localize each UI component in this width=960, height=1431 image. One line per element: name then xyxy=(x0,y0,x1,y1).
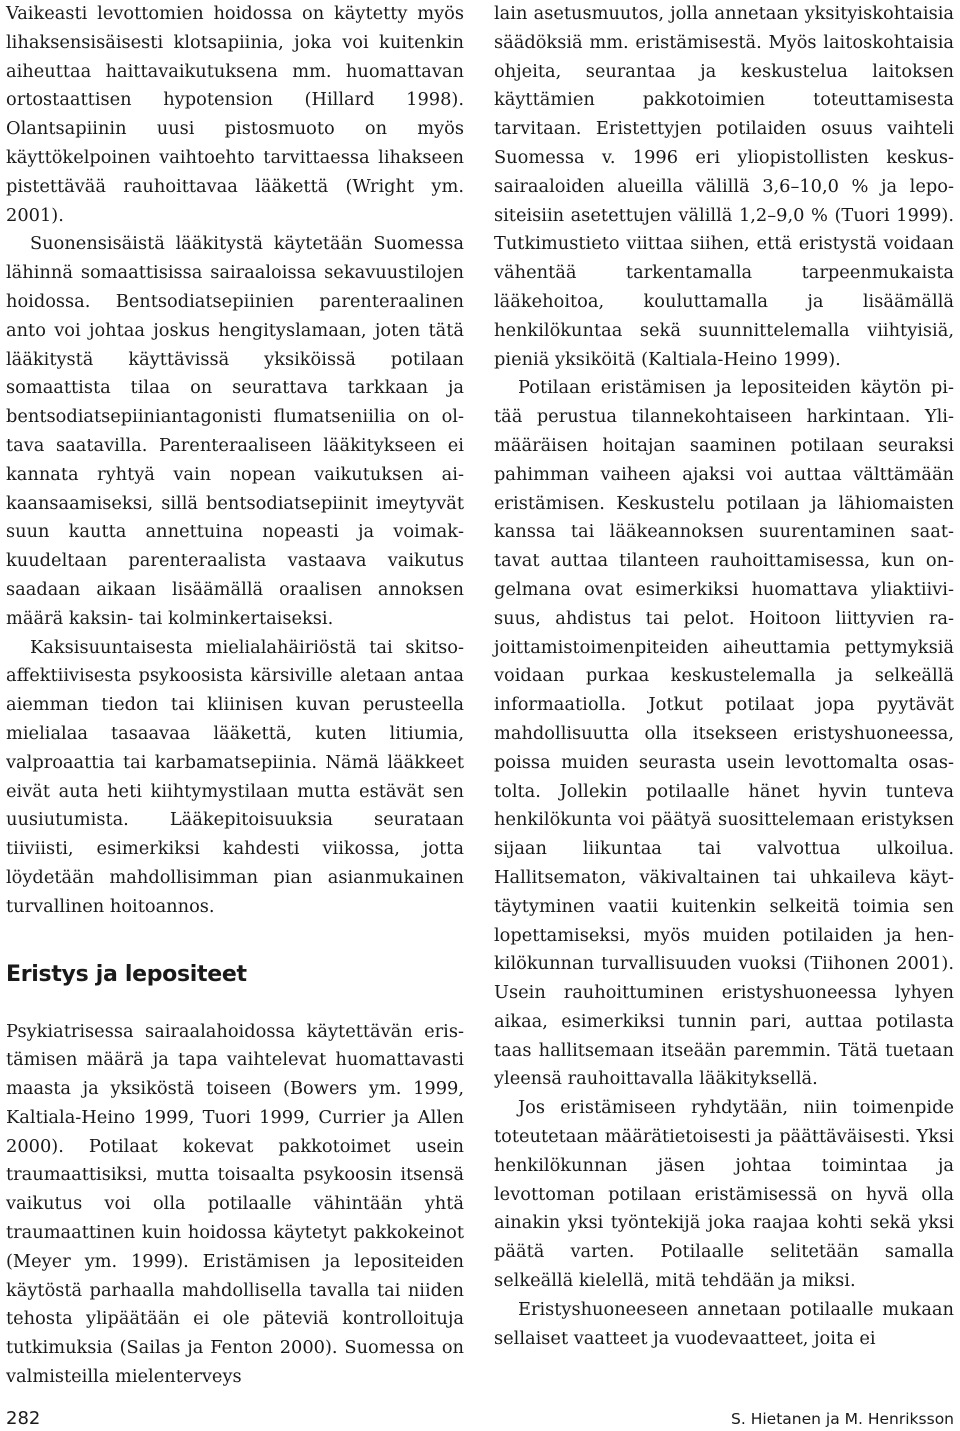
paragraph: lain asetusmuutos, jolla annetaan yksityiskohtaisia säädöksiä mm. eristämisestä. Myös laitoskohtaisia ohjeita, seurantaa ja keskustelua laitoksen käyttämien pakkotoimien toteuttamisesta tarvitaan. Eristettyjen potilaiden osuus vaihteli Suomessa v. 1996 eri yliopistollisten keskussairaaloiden alueilla välillä 3,6–10,0 % ja lepositeisiin asetettujen välillä 1,2–9,0 % (Tuori 1999). Tutkimustieto viittaa siihen, että eristystä voidaan vähentää tarkentamalla tarpeenmukaista lääkehoitoa, kouluttamalla ja lisäämällä henkilökuntaa sekä suunnittelemalla viihtyisiä, pieniä yksiköitä (Kaltiala-Heino 1999). xyxy=(494,3,954,370)
paragraph: Jos eristämiseen ryhdytään, niin toimenpide toteutetaan määrätietoisesti ja päättäväisesti. Yksi henkilökunnan jäsen johtaa toimintaa ja levottoman potilaan eristämisessä on hyvä olla ainakin yksi työntekijä joka raajaa kohti sekä yksi päätä varten. Potilaalle selitetään samalla selkeällä kielellä, mitä tehdään ja miksi. xyxy=(494,1097,954,1292)
paragraph: Potilaan eristämisen ja lepositeiden käytön pitää perustua tilannekohtaiseen harkintaan. Ylimääräisen hoitajan saaminen potilaan seuraksi pahimman vaiheen ajaksi voi auttaa välttämään eristämisen. Keskustelu potilaan ja lähiomaisten kanssa tai lääkeannoksen suurentaminen saattavat auttaa tilanteen rauhoittamisessa, kun ongelmana ovat esimerkiksi huomattava yliaktiivisuus, ahdistus tai pelot. Hoitoon liittyvien rajoittamistoimenpiteiden aiheuttamia pettymyksiä voidaan purkaa keskustelemalla ja selkeällä informaatiolla. Jotkut potilaat jopa pyytävät mahdollisuutta olla itsekseen eristyshuoneessa, poissa muiden seurasta usein levottomalta osastolta. Jollekin potilaalle hänet hyvin tunteva henkilökunta voi päätyä suosittelemaan eristyksen sijaan liikuntaa tai valvottua ulkoilua. Hallitsematon, väkivaltainen tai uhkaileva käyttäytyminen vaatii kuitenkin selkeitä toimia sen lopettamiseksi, myös muiden potilaiden ja henkilökunnan turvallisuuden vuoksi (Tiihonen 2001). Usein rauhoittuminen eristyshuoneessa lyhyen aikaa, esimerkiksi tunnin pari, auttaa potilasta taas hallitsemaan itseään paremmin. Tätä tuetaan yleensä rauhoittavalla lääkityksellä. xyxy=(494,377,954,1090)
section-heading: Eristys ja lepositeet xyxy=(6,961,247,987)
paragraph: Kaksisuuntaisesta mielialahäiriöstä tai skitsoaffektiivisesta psykoosista kärsiville aletaan antaa aiemman tiedon tai kliinisen kuvan perusteella mielialaa tasaavaa lääkettä, kuten litiumia, valproaattia tai karbamatsepiinia. Nämä lääkkeet eivät auta heti kiihtymystilaan mutta estävät sen uusiutumista. Lääkepitoisuuksia seurataan tiiviisti, esimerkiksi kahdesti viikossa, jotta löydetään mahdollisimman pian asianmukainen turvallinen hoitoannos. xyxy=(6,636,464,917)
left-column xyxy=(6,0,464,1392)
running-footer-authors: S. Hietanen ja M. Henriksson xyxy=(731,1410,954,1428)
page-number: 282 xyxy=(6,1408,41,1429)
paragraph: Vaikeasti levottomien hoidossa on käytetty myös lihaksensisäisesti klotsapiinia, joka voi kuitenkin aiheuttaa haittavaikutuksena mm. huomattavan ortostaattisen hypotension (Hillard 1998). Olantsapiinin uusi pistosmuoto on myös käyttökelpoinen vaihtoehto tarvittaessa lihakseen pistettävää rauhoittavaa lääkettä (Wright ym. 2001). xyxy=(6,3,464,226)
paragraph: Psykiatrisessa sairaalahoidossa käytettävän eristämisen määrä ja tapa vaihtelevat huomattavasti maasta ja yksiköstä toiseen (Bowers ym. 1999, Kaltiala-Heino 1999, Tuori 1999, Currier ja Allen 2000). Potilaat kokevat pakkotoimet usein traumaattisiksi, mutta toisaalta psykoosin itsensä vaikutus voi olla potilaalle vähintään yhtä traumaattinen kuin hoidossa käytetyt pakkokeinot (Meyer ym. 1999). Eristämisen ja lepositeiden käytöstä parhaalla mahdollisella tavalla tai niiden tehosta ylipäätään ei ole päteviä kontrolloituja tutkimuksia (Sailas ja Fenton 2000). Suomessa on valmisteilla mielenterveys xyxy=(6,1020,464,1388)
paragraph: Suonensisäistä lääkitystä käytetään Suomessa lähinnä somaattisissa sairaaloissa sekavuustilojen hoidossa. Bentsodiatsepiinien parenteraalinen anto voi johtaa joskus hengityslamaan, joten tätä lääkitystä käyttävissä yksiköissä potilaan somaattista tilaa on seurattava tarkkaan ja bentsodiatsepiiniantagonisti flumatseniilia on oltava saatavilla. Parenteraaliseen lääkitykseen ei kannata ryhtyä vain nopean vaikutuksen aikaansaamiseksi, sillä bentsodiatsepiinit imeytyvät suun kautta annettuina nopeasti ja voimakkuudeltaan parenteraalista vastaava vaikutus saadaan aikaan lisäämällä oraalisen annoksen määrä kaksin- tai kolminkertaiseksi. xyxy=(6,233,464,629)
paragraph: Eristyshuoneeseen annetaan potilaalle mukaan sellaiset vaatteet ja vuodevaatteet, joita ei xyxy=(494,1298,954,1349)
right-column xyxy=(494,0,954,1353)
page-footer xyxy=(6,1408,954,1430)
